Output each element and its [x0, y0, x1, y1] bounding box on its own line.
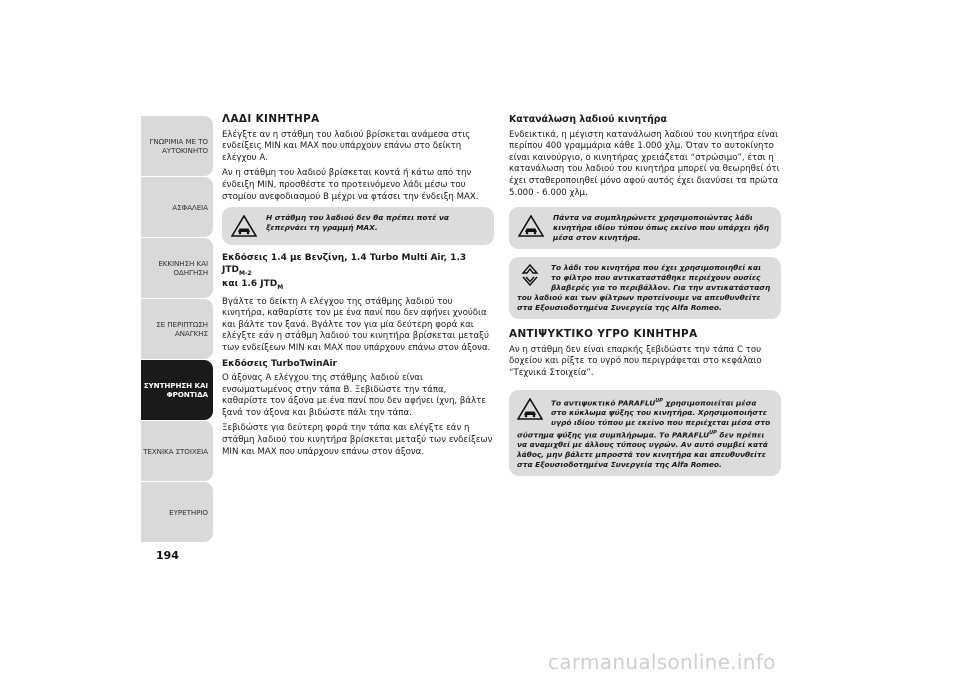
- subscript: M-2: [238, 269, 252, 277]
- page-number: 194: [156, 549, 179, 562]
- superscript: UP: [655, 397, 663, 404]
- subheading-text: Εκδόσεις 1.4 με Βενζίνη, 1.4 Turbo Multi Air, 1.3 JTD: [222, 253, 467, 275]
- paragraph: Αν η στάθμη δεν είναι επαρκής ξεβιδώστε την τάπα C του δοχείου και ρίξτε το υγρό που περιγράφεται στο κεφάλαιο “Τεχνικά Στοιχεία”.: [509, 344, 762, 378]
- car-warning-icon: [517, 396, 543, 422]
- subheading-text: και 1.6 JTD: [222, 279, 278, 290]
- tab-index[interactable]: ΕΥΡΕΤΗΡΙΟ: [141, 482, 213, 542]
- tab-maintenance-care[interactable]: ΣΥΝΤΗΡΗΣΗ ΚΑΙ ΦΡΟΝΤΙΔΑ: [141, 360, 213, 420]
- tab-safety[interactable]: ΑΣΦΑΛΕΙΑ: [141, 177, 213, 237]
- paragraph: Ενδεικτικά, η μέγιστη κατανάλωση λαδιού του κινητήρα είναι περίπου 400 γραμμάρια κάθε 1.000 χλμ. Όταν το αυτοκίνητο είναι καινούργιο, ο κινητήρας χρειάζεται “στρώσιμο”, έτσι η κατανάλωση του λαδιού του κινητήρα μπορεί να θεωρηθεί ότι έχει σταθεροποιηθεί μόνο αφού αυτός έχει διανύσει τα πρώτα 5.000 - 6.000 χλμ.: [509, 129, 780, 198]
- subheading-engines: [222, 253, 494, 293]
- paragraph: Ο άξονας A ελέγχου της στάθμης λαδιού είναι ενσωματωμένος στην τάπα B. Ξεβιδώστε την τάπα, καθαρίστε τον άξονα με ένα πανί που δεν αφήνει ίχνη, βάλτε ξανά τον άξονα και βιδώστε πάλι την τάπα.: [222, 373, 486, 418]
- superscript: UP: [709, 430, 717, 436]
- note-text: Η στάθμη του λαδιού δεν θα πρέπει ποτέ να ξεπερνάει τη γραμμή MAX.: [266, 213, 449, 233]
- note-text: Το αντιψυκτικό PARAFLU: [551, 398, 656, 407]
- paragraph: Αν η στάθμη του λαδιού βρίσκεται κοντά ή κάτω από την ένδειξη MIN, προσθέστε το προτεινόμενο λάδι μέσω του στομίου ανεφοδιασμού B μέχρι να φτάσει την ένδειξη MAX.: [222, 168, 479, 202]
- environment-note: [509, 257, 781, 319]
- note-text: Πάντα να συμπληρώνετε χρησιμοποιώντας λάδι κινητήρα ιδίου τύπου όπως εκείνο που υπάρχει ήδη μέσα στον κινητήρα.: [553, 213, 769, 243]
- note-text: χρησιμοποιείται μέσα στο κύκλωμα ψύξης του κινητήρα. Χρησιμοποιήστε υγρό ιδίου τύπου με εκείνο που περιέχεται μέσα στο σύστημα ψύξης για συμπλήρωμα. Το PARAFLU: [517, 398, 771, 440]
- section-title-coolant: ΑΝΤΙΨΥΚΤΙΚΟ ΥΓΡΟ ΚΙΝΗΤΗΡΑ: [509, 328, 698, 341]
- paragraph: Βγάλτε το δείκτη A ελέγχου της στάθμης λαδιού του κινητήρα, καθαρίστε τον με ένα πανί που δεν αφήνει χνούδια και βάλτε τον ξανά. Βγάλτε τον για μία δεύτερη φορά και ελέγξτε εάν η στάθμη λαδιού του κινητήρα βρίσκεται μεταξύ των ενδείξεων MIN και MAX που υπάρχουν επάνω στον άξονα.: [222, 296, 491, 353]
- warning-note: [509, 207, 781, 249]
- right-column: [509, 114, 781, 484]
- tab-vehicle-familiarization[interactable]: ΓΝΩΡΙΜΙΑ ΜΕ ΤΟ ΑΥΤΟΚΙΝΗΤΟ: [141, 116, 213, 176]
- tab-starting-driving[interactable]: ΕΚΚΙΝΗΣΗ ΚΑΙ ΟΔΗΓΗΣΗ: [141, 238, 213, 298]
- subheading-twinair: Εκδόσεις TurboTwinAir: [222, 358, 337, 369]
- section-title-engine-oil: ΛΑΔΙ ΚΙΝΗΤΗΡΑ: [222, 113, 320, 125]
- watermark: carmanualsonline.info: [548, 650, 776, 674]
- left-column: [222, 114, 494, 462]
- paragraph: Ελέγξτε αν η στάθμη του λαδιού βρίσκεται ανάμεσα στις ενδείξεις MIN και MAX που υπάρχουν επάνω στο δείκτη ελέγχου A.: [222, 129, 471, 163]
- warning-note-coolant: [509, 390, 781, 477]
- tab-technical-data[interactable]: ΤΕΧΝΙΚΑ ΣΤΟΙΧΕΙΑ: [141, 421, 213, 481]
- car-warning-icon: [230, 213, 258, 239]
- warning-note: [222, 207, 494, 245]
- subscript: M: [277, 283, 284, 291]
- note-text: Το λάδι του κινητήρα που έχει χρησιμοποιηθεί και το φίλτρο που αντικαταστάθηκε περιέχουν ουσίες βλαβερές για το περιβάλλον. Για την αντικατάσταση του λαδιού και των φίλτρων προτείνουμε να απευθυνθείτε στα Εξουσιοδοτημένα Συνεργεία της Alfa Romeo.: [517, 263, 771, 313]
- paragraph: Ξεβιδώστε για δεύτερη φορά την τάπα και ελέγξτε εάν η στάθμη λαδιού του κινητήρα βρίσκεται μεταξύ των ενδείξεων MIN και MAX που υπάρχουν επάνω στον άξονα.: [222, 423, 493, 457]
- note-text: δεν πρέπει να αναμιχθεί με άλλους τύπους υγρών. Αν αυτό συμβεί κατά λάθος, μην βάλετε μπροστά τον κινητήρα και απευθυνθείτε στα Εξουσιοδοτημένα Συνεργεία της Alfa Romeo.: [517, 430, 768, 470]
- recycle-icon: [517, 263, 543, 289]
- subheading-oil-consumption: Κατανάλωση λαδιού κινητήρα: [509, 114, 667, 125]
- car-warning-icon: [517, 213, 545, 239]
- tab-emergency[interactable]: ΣΕ ΠΕΡΙΠΤΩΣΗ ΑΝΑΓΚΗΣ: [141, 299, 213, 359]
